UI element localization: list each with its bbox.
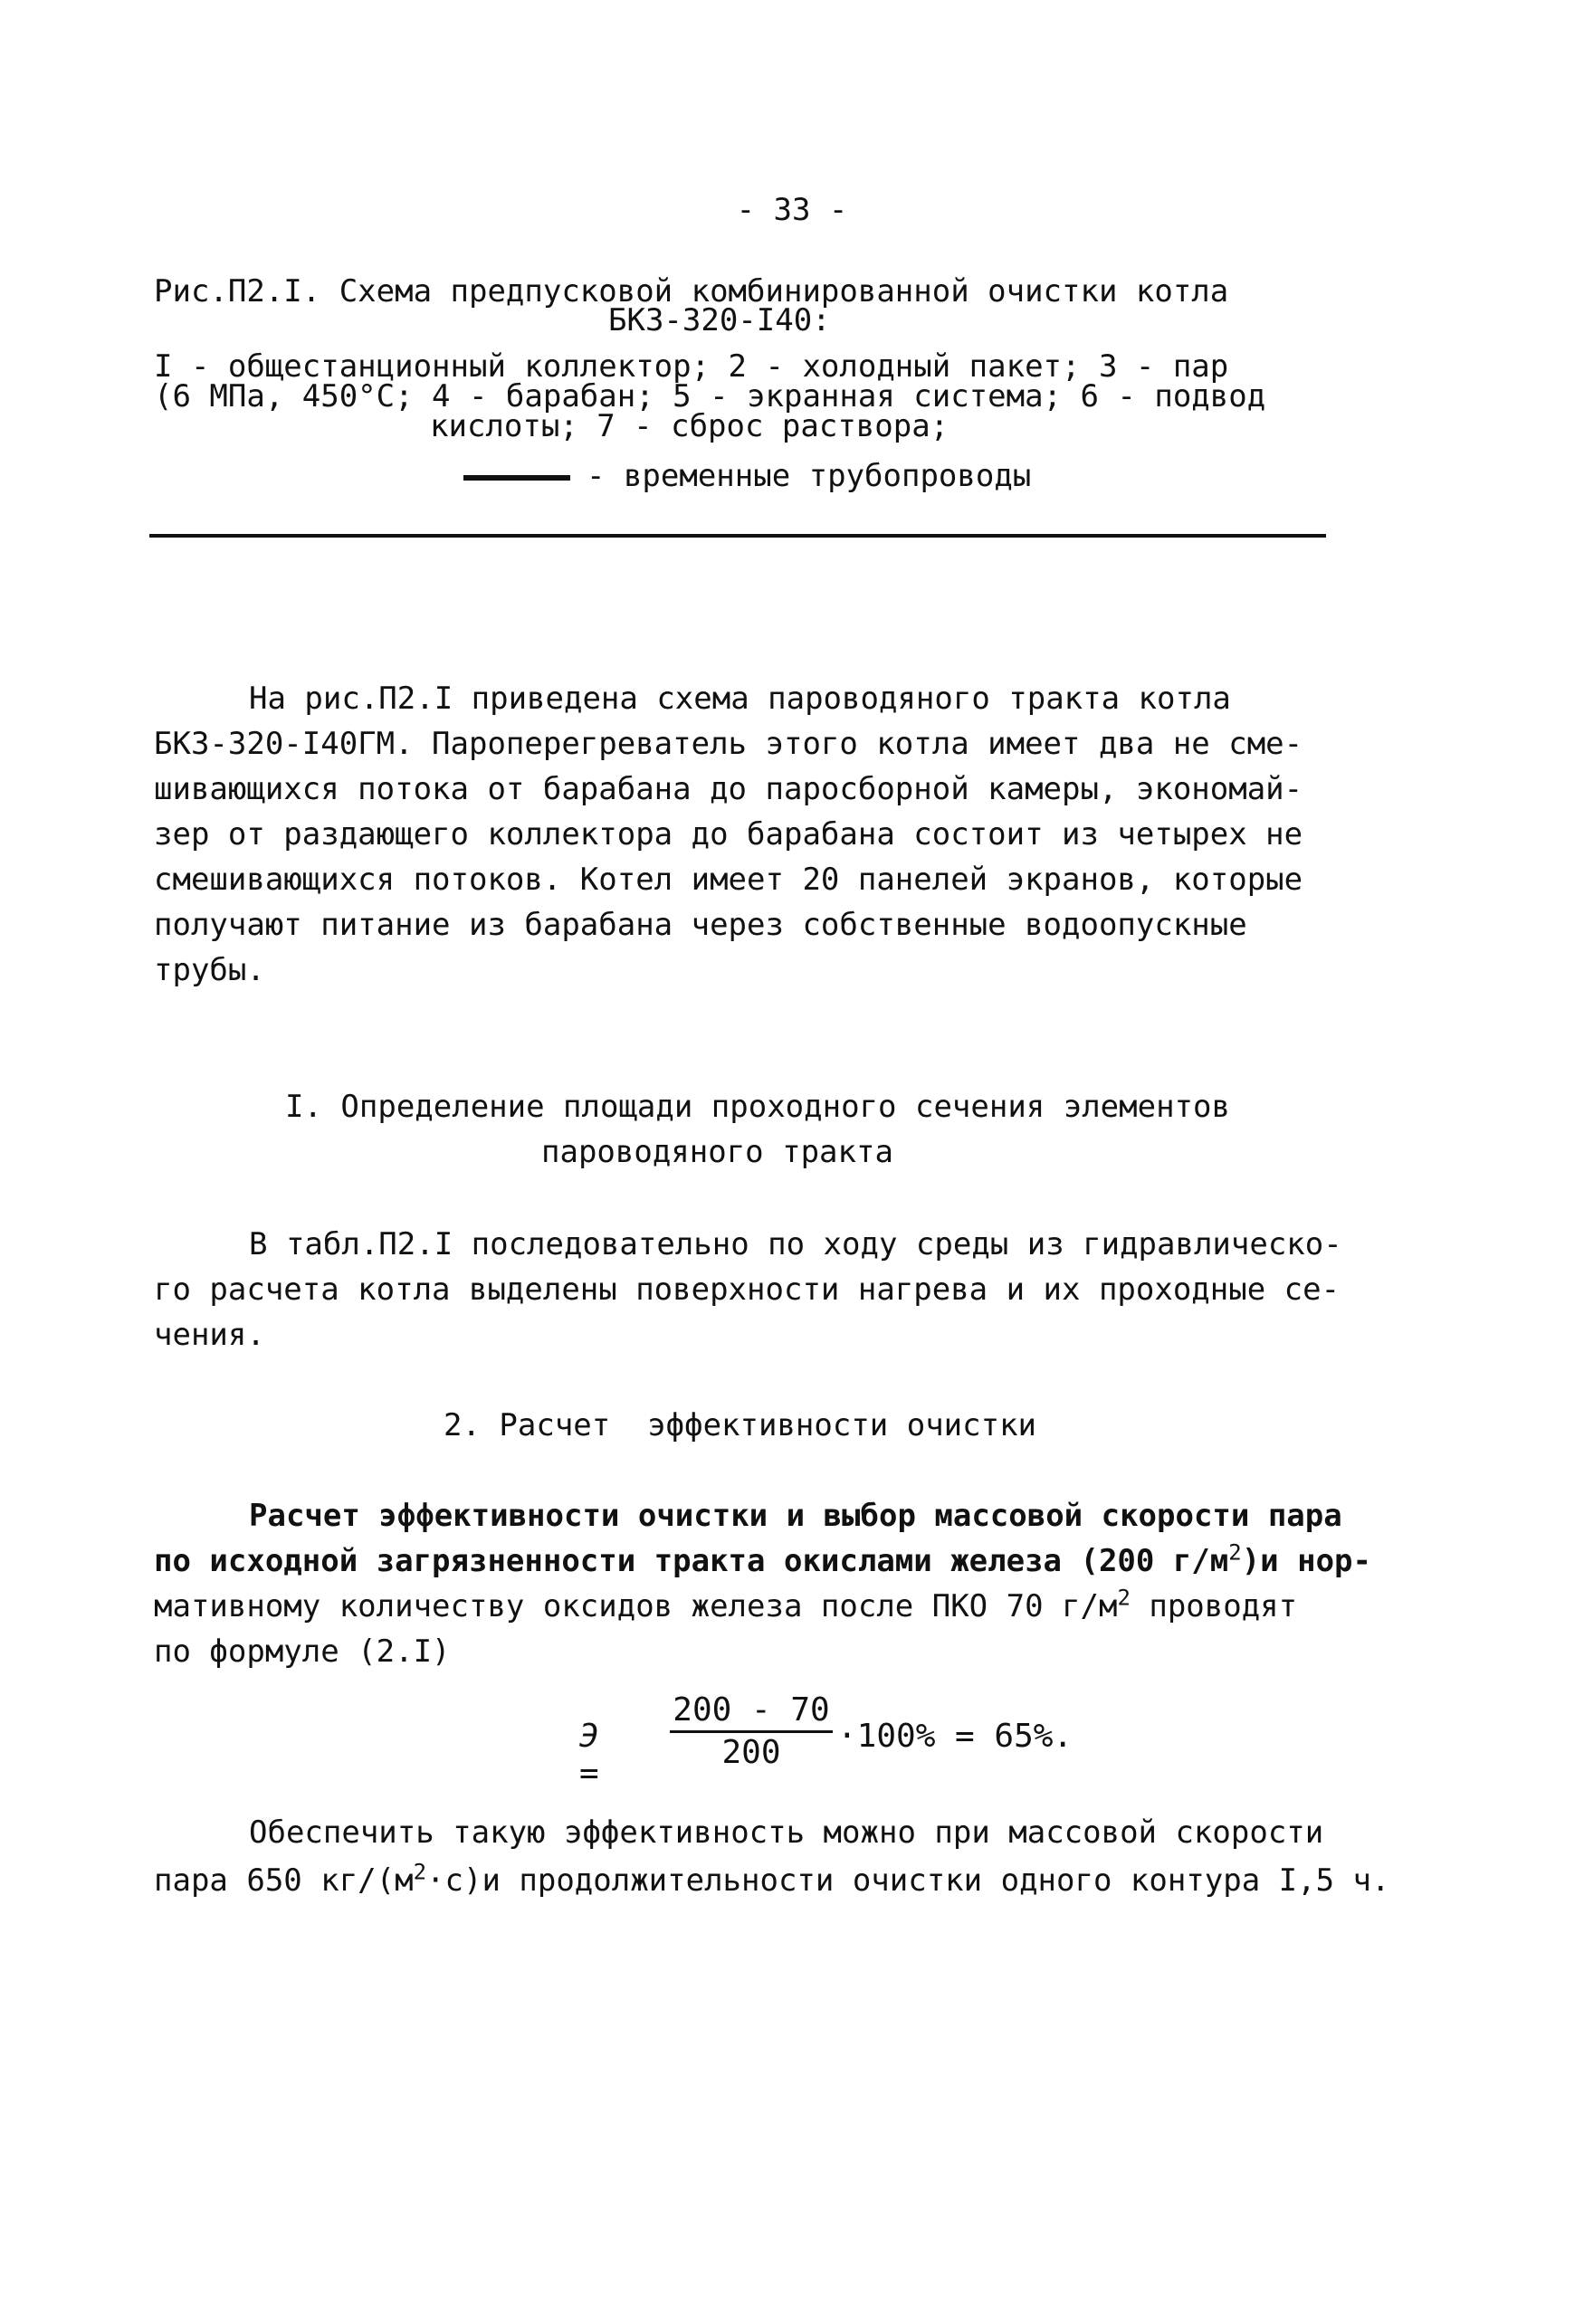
paragraph-line [154, 1585, 1298, 1624]
paragraph-line: трубы. [154, 952, 265, 988]
paragraph-line [154, 1539, 1371, 1579]
formula-rhs: ·100% = 65%. [837, 1718, 1073, 1755]
fraction-bar [670, 1730, 833, 1733]
paragraph-text: )и нор- [1241, 1543, 1371, 1579]
paragraph-line: зер от раздающего коллектора до барабана состоит из четырех не [154, 816, 1303, 852]
paragraph-text: пара 650 кг/(м [154, 1862, 414, 1899]
paragraph-line: чения. [154, 1317, 265, 1353]
formula-equals: = [579, 1755, 599, 1792]
formula-numerator: 200 - 70 [673, 1691, 830, 1729]
legend-line: I - общестанционный коллектор; 2 - холодный пакет; 3 - пар [154, 348, 1229, 385]
section-heading-cont: пароводяного тракта [541, 1134, 893, 1170]
formula-denominator: 200 [721, 1734, 781, 1771]
paragraph-line: по формуле (2.I) [154, 1633, 451, 1670]
section-heading: 2. Расчет эффективности очистки [444, 1407, 1037, 1443]
paragraph-line: получают питание из барабана через собственные водоопускные [154, 907, 1247, 943]
figure-caption-title-cont: БКЗ-320-I40: [608, 302, 831, 338]
temporary-pipe-line-sample [463, 475, 570, 481]
legend-line: кислоты; 7 - сброс раствора; [430, 408, 949, 444]
paragraph-line: смешивающихся потоков. Котел имеет 20 панелей экранов, которые [154, 862, 1303, 898]
paragraph-line: В табл.П2.I последовательно по ходу среды из гидравлическо- [249, 1226, 1342, 1262]
paragraph-line: го расчета котла выделены поверхности нагрева и их проходные се- [154, 1272, 1341, 1308]
paragraph-line: БКЗ-320-I40ГМ. Пароперегреватель этого котла имеет два не сме- [154, 726, 1303, 762]
formula-symbol: Э [579, 1718, 599, 1755]
legend-line: (6 МПа, 450°С; 4 - барабан; 5 - экранная система; 6 - подвод [154, 378, 1266, 414]
figure-caption-title: Рис.П2.I. Схема предпусковой комбинированной очистки котла [154, 273, 1229, 310]
paragraph-text: проводят [1130, 1588, 1298, 1624]
section-heading: I. Определение площади проходного сечения элементов [285, 1089, 1230, 1125]
superscript: 2 [1228, 1539, 1242, 1566]
formula-fraction [670, 1692, 833, 1771]
paragraph-text: мативному количеству оксидов железа после ПКО 70 г/м [154, 1588, 1118, 1624]
page-number: - 33 - [736, 192, 848, 228]
superscript: 2 [413, 1859, 427, 1885]
paragraph-text: по исходной загрязненности тракта окислами железа (200 г/м [154, 1543, 1229, 1579]
paragraph-line: шивающихся потока от барабана до паросборной камеры, экономай- [154, 771, 1303, 807]
formula-lhs [579, 1718, 599, 1792]
paragraph-line [154, 1859, 1390, 1899]
paragraph-line: Расчет эффективности очистки и выбор массовой скорости пара [249, 1498, 1342, 1534]
horizontal-divider [149, 534, 1326, 538]
paragraph-line: Обеспечить такую эффективность можно при массовой скорости [249, 1814, 1324, 1851]
legend-dash-label: - временные трубопроводы [587, 458, 1032, 494]
paragraph-text: ·с)и продолжительности очистки одного контура I,5 ч. [426, 1862, 1390, 1899]
superscript: 2 [1117, 1585, 1131, 1611]
paragraph-line: На рис.П2.I приведена схема пароводяного тракта котла [249, 681, 1231, 717]
